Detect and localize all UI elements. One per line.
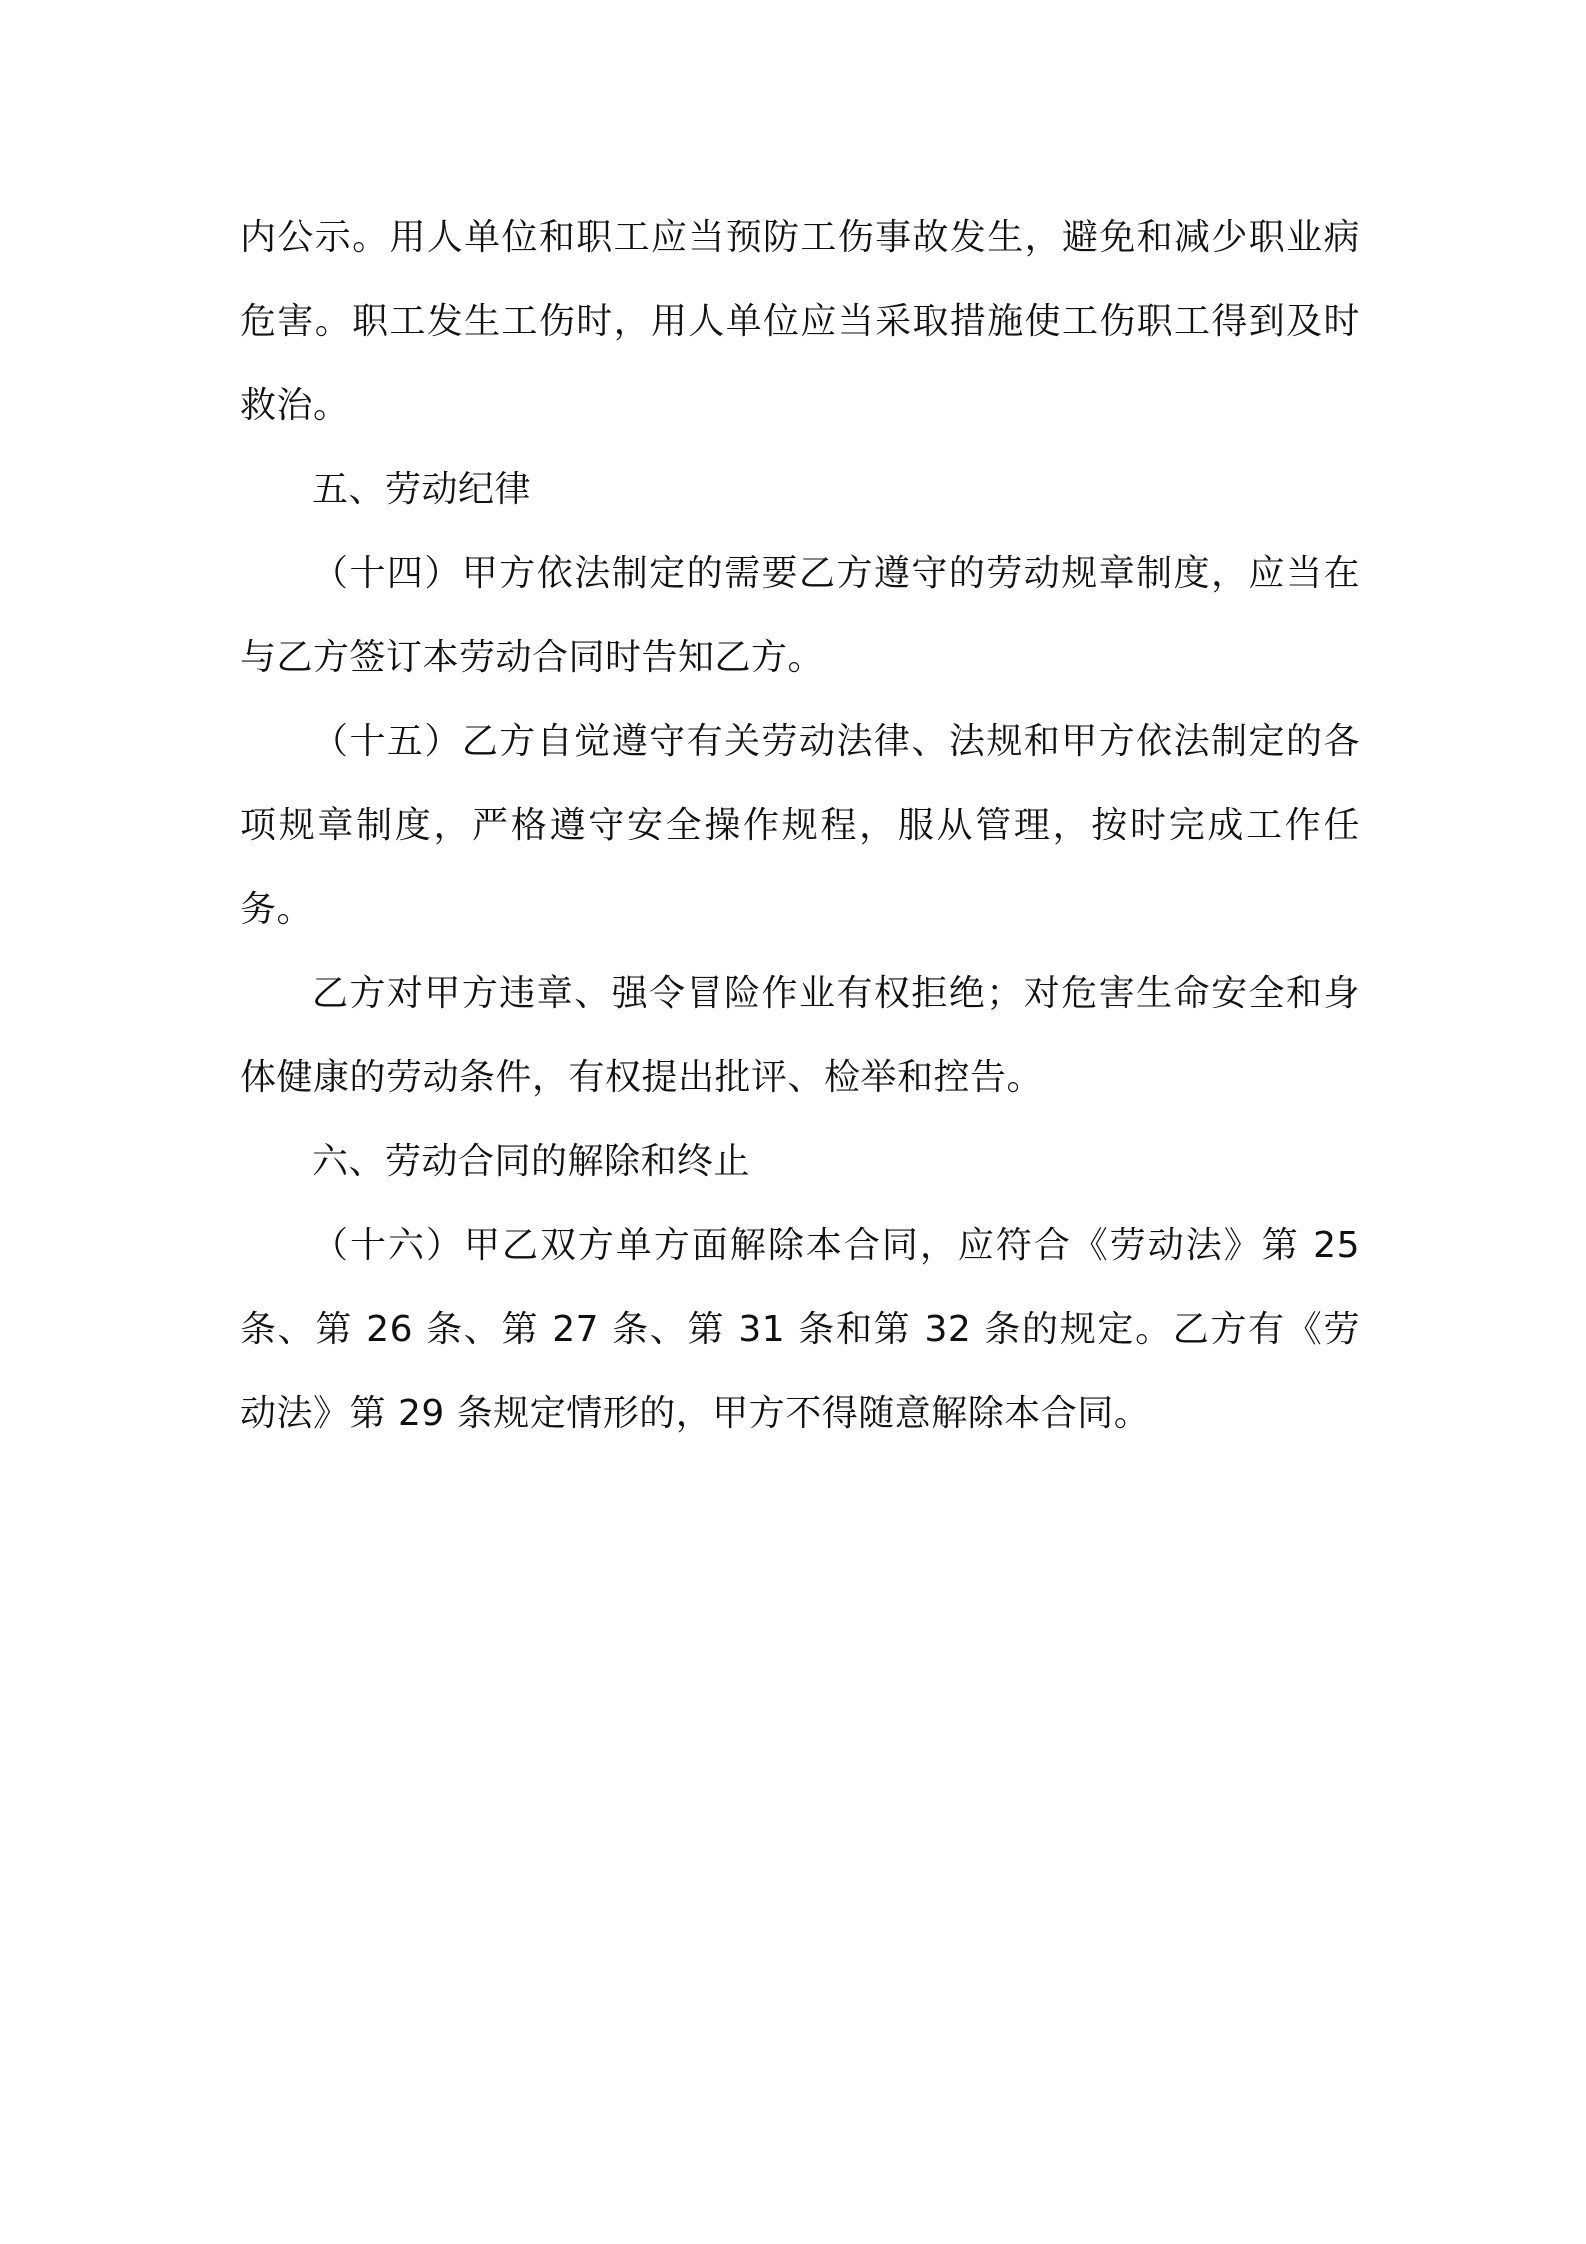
paragraph-clause-15: （十五）乙方自觉遵守有关劳动法律、法规和甲方依法制定的各项规章制度，严格遵守安全操作规程，服从管理，按时完成工作任务。: [240, 721, 1360, 930]
document-body: [240, 196, 1360, 1456]
paragraph-right-to-refuse: 乙方对甲方违章、强令冒险作业有权拒绝；对危害生命安全和身体健康的劳动条件，有权提出批评、检举和控告。: [240, 973, 1360, 1098]
section-heading-labor-discipline: 五、劳动纪律: [312, 469, 532, 510]
section-heading-contract-termination: 六、劳动合同的解除和终止: [312, 1141, 751, 1182]
paragraph-clause-14: （十四）甲方依法制定的需要乙方遵守的劳动规章制度，应当在与乙方签订本劳动合同时告知乙方。: [240, 553, 1360, 678]
paragraph-clause-16: （十六）甲乙双方单方面解除本合同，应符合《劳动法》第 25 条、第 26 条、第 27 条、第 31 条和第 32 条的规定。乙方有《劳动法》第 29 条规定情形的，甲方不得随意解除本合同。: [240, 1225, 1360, 1434]
paragraph-continuation: 内公示。用人单位和职工应当预防工伤事故发生，避免和减少职业病危害。职工发生工伤时，用人单位应当采取措施使工伤职工得到及时救治。: [240, 217, 1360, 426]
